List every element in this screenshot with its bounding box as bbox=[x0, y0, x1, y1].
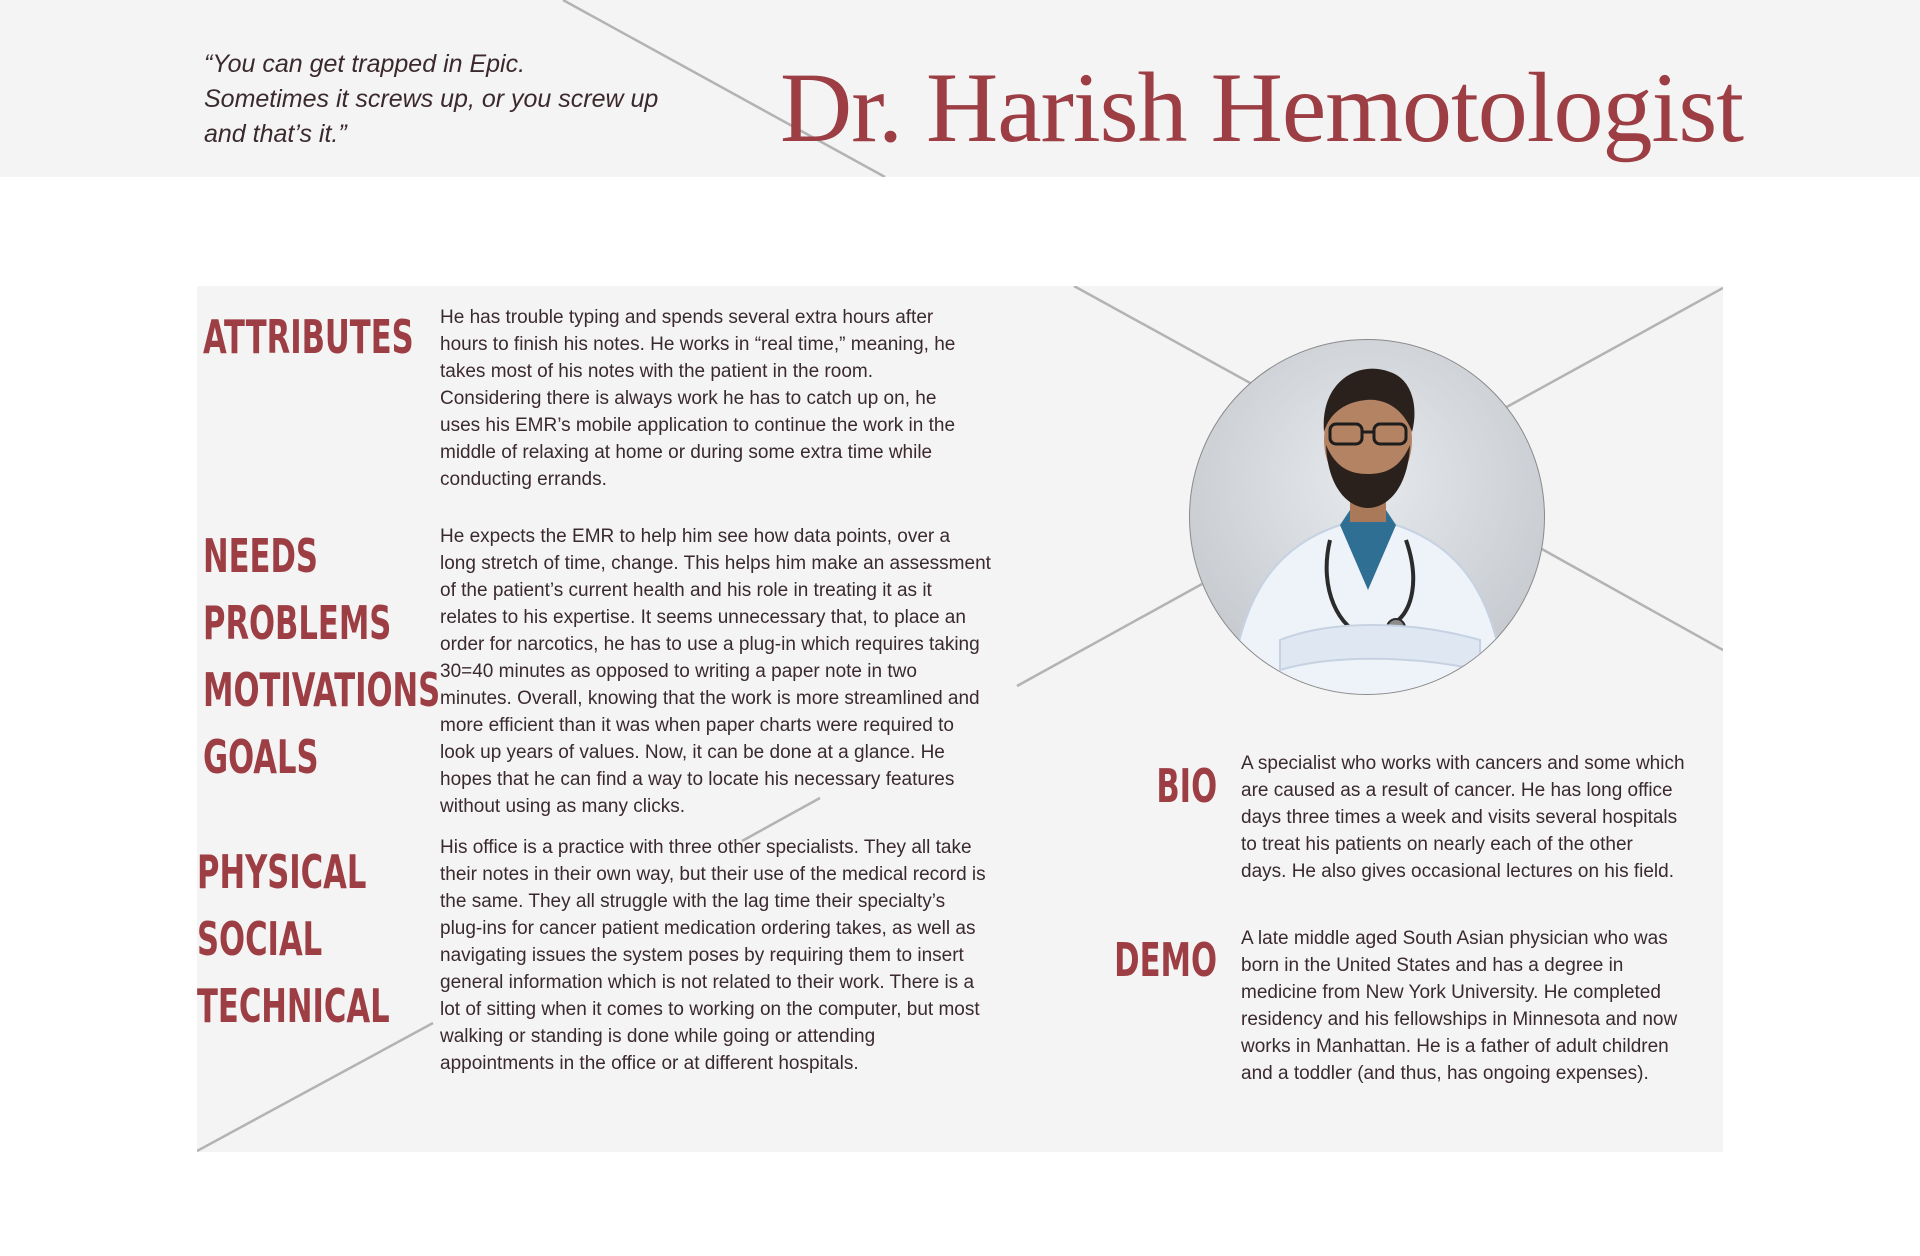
header-band bbox=[0, 0, 1920, 177]
persona-quote: “You can get trapped in Epic. Sometimes it screws up, or you screw up and that’s it.” bbox=[204, 50, 659, 148]
heading-problems: PROBLEMS bbox=[203, 596, 392, 650]
attributes-text: He has trouble typing and spends several extra hours after hours to finish his notes. He works in “real time,” meaning, he takes most of his notes with the patient in the room. Considering there is always work he has to catch up on, he uses his EMR’s mobile application to continue the work in the middle of relaxing at home or during some extra time while conducting errands. bbox=[440, 307, 956, 490]
heading-physical: PHYSICAL bbox=[197, 845, 367, 899]
heading-goals: GOALS bbox=[203, 730, 319, 784]
heading-motivations: MOTIVATIONS bbox=[203, 663, 441, 717]
bio-text: A specialist who works with cancers and some which are caused as a result of cancer. He has long office days three times a week and visits several hospitals to treat his patients on nearly each of the other days. He also gives occasional lectures on his field. bbox=[1241, 753, 1685, 882]
heading-social: SOCIAL bbox=[197, 912, 323, 966]
heading-bio: BIO bbox=[1156, 759, 1217, 813]
persona-photo bbox=[1189, 339, 1545, 695]
persona-name-title: Dr. Harish Hemotologist bbox=[780, 52, 1744, 163]
persona-panel bbox=[197, 286, 1723, 1152]
heading-attributes: ATTRIBUTES bbox=[203, 310, 414, 364]
physical-text: His office is a practice with three other specialists. They all take their notes in their own way, but their use of the medical record is the same. They all struggle with the lag time their specialty’s plug-ins for cancer patient medication ordering takes, as well as navigating issues the system poses by requiring them to insert general information which is not related to their work. There is a lot of sitting when it comes to working on the computer, but most walking or standing is done while going or attending appointments in the office or at different hospitals. bbox=[440, 837, 986, 1074]
heading-technical: TECHNICAL bbox=[197, 979, 390, 1033]
heading-demo: DEMO bbox=[1114, 933, 1217, 987]
demo-text: A late middle aged South Asian physician who was born in the United States and has a degree in medicine from New York University. He completed residency and his fellowships in Minnesota and now works in Manhattan. He is a father of adult children and a toddler (and thus, has ongoing expenses). bbox=[1241, 928, 1678, 1084]
doctor-portrait-illustration bbox=[1190, 340, 1545, 695]
heading-needs: NEEDS bbox=[203, 529, 318, 583]
needs-text: He expects the EMR to help him see how data points, over a long stretch of time, change. This helps him make an assessment of the patient’s current health and his role in treating it as it relates to his expertise. It seems unnecessary that, to place an order for narcotics, he has to use a plug-in which requires taking 30=40 minutes as opposed to writing a paper note in two minutes. Overall, knowing that the work is more streamlined and more efficient than it was when paper charts were required to look up years of values. Now, it can be done at a glance. He hopes that he can find a way to locate his necessary features without using as many clicks. bbox=[440, 526, 991, 817]
